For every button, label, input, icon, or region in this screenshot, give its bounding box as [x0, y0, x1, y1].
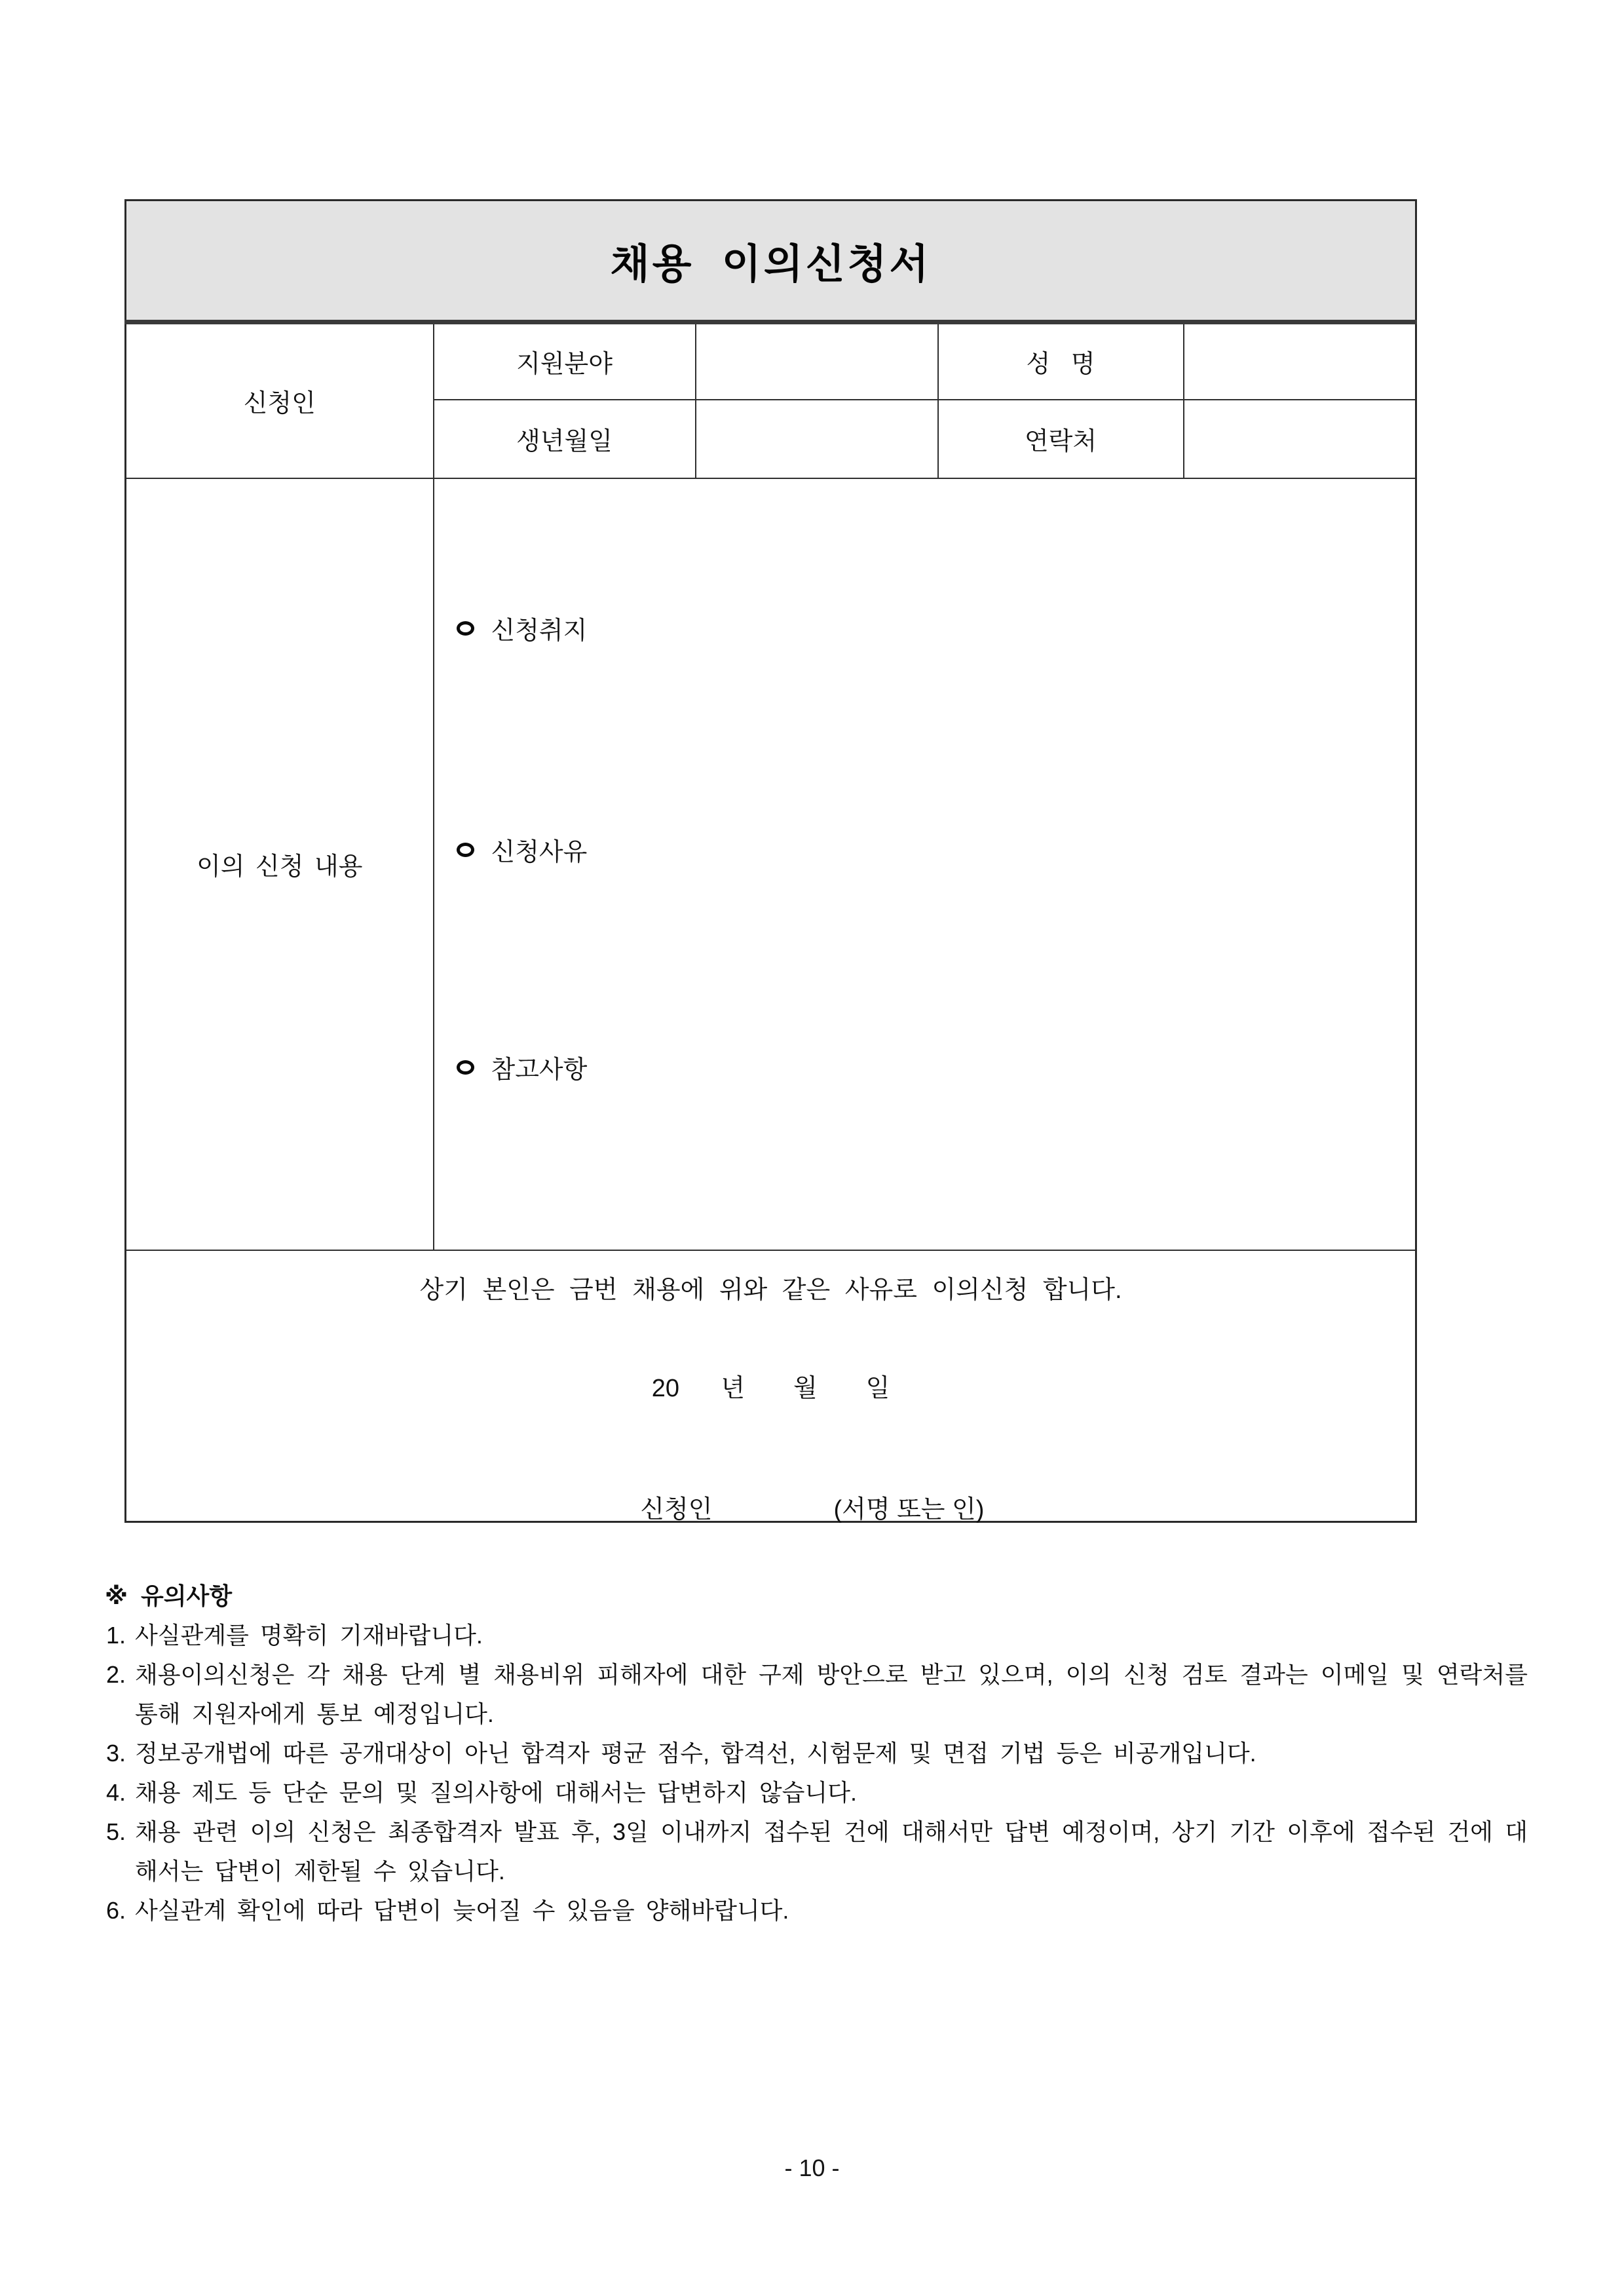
bullet-item-reason-label: 신청사유	[491, 838, 588, 866]
circle-bullet-icon	[457, 621, 474, 636]
note-number: 1.	[106, 1622, 126, 1649]
field-label-birth-date: 생년월일	[434, 400, 696, 478]
note-number: 5.	[106, 1818, 126, 1845]
note-item-6	[105, 1891, 1528, 1930]
bullet-item-reference-label: 참고사항	[491, 1056, 588, 1084]
field-label-name: 성 명	[938, 322, 1184, 400]
bullet-item-reason	[457, 832, 588, 868]
field-value-birth-date	[696, 400, 938, 478]
note-number: 4.	[106, 1779, 126, 1806]
note-number: 3.	[106, 1740, 126, 1767]
bullet-item-purpose-label: 신청취지	[491, 617, 588, 645]
title-row	[126, 201, 1416, 322]
bullet-item-purpose	[457, 610, 588, 646]
note-item-4	[105, 1773, 1528, 1812]
page-number: - 10 -	[784, 2154, 840, 2181]
signer-label: 신청인	[640, 1495, 713, 1523]
note-item-2	[105, 1655, 1528, 1734]
note-text: 정보공개법에 따른 공개대상이 아닌 합격자 평균 점수, 합격선, 시험문제 및 면접 기법 등은 비공개입니다.	[135, 1740, 1256, 1767]
notes-title: ※ 유의사항	[105, 1582, 233, 1609]
circle-bullet-icon	[457, 843, 474, 857]
note-text: 채용 제도 등 단순 문의 및 질의사항에 대해서는 답변하지 않습니다.	[135, 1779, 857, 1806]
applicant-row-1	[126, 322, 1416, 400]
bullet-item-reference	[457, 1049, 588, 1085]
field-value-application-area	[696, 322, 938, 400]
declaration-date-line: 20 년 월 일	[651, 1374, 890, 1402]
note-item-1	[105, 1616, 1528, 1655]
note-number: 2.	[106, 1661, 126, 1688]
objection-content-row	[126, 478, 1416, 1250]
note-text: 채용이의신청은 각 채용 단계 별 채용비위 피해자에 대한 구제 방안으로 받고 있으며, 이의 신청 검토 결과는 이메일 및 연락처를 통해 지원자에게 통보 예정입니다.	[135, 1661, 1528, 1727]
applicant-row-label: 신청인	[126, 322, 434, 478]
objection-content-row-label: 이의 신청 내용	[126, 478, 434, 1250]
circle-bullet-icon	[457, 1060, 474, 1075]
note-item-5	[105, 1812, 1528, 1891]
field-value-name	[1184, 322, 1416, 400]
field-value-contact	[1184, 400, 1416, 478]
signature-note: (서명 또는 인)	[833, 1495, 985, 1523]
note-text: 사실관계 확인에 따라 답변이 늦어질 수 있음을 양해바랍니다.	[135, 1897, 789, 1924]
note-text: 채용 관련 이의 신청은 최종합격자 발표 후, 3일 이내까지 접수된 건에 대해서만 답변 예정이며, 상기 기간 이후에 접수된 건에 대해서는 답변이 제한될 수 있습니다.	[135, 1818, 1528, 1885]
field-label-application-area: 지원분야	[434, 322, 696, 400]
note-item-3	[105, 1734, 1528, 1773]
objection-content-cell	[434, 478, 1416, 1250]
signature-line	[126, 1461, 1415, 1553]
declaration-statement: 상기 본인은 금번 채용에 위와 같은 사유로 이의신청 합니다.	[419, 1276, 1122, 1304]
objection-form-table	[124, 199, 1417, 1523]
note-text: 사실관계를 명확히 기재바랍니다.	[135, 1622, 483, 1649]
form-title: 채용 이의신청서	[126, 201, 1416, 322]
note-number: 6.	[106, 1897, 126, 1924]
field-label-contact: 연락처	[938, 400, 1184, 478]
declaration-cell	[126, 1250, 1416, 1522]
notes-section	[105, 1577, 1528, 1930]
declaration-row	[126, 1250, 1416, 1522]
